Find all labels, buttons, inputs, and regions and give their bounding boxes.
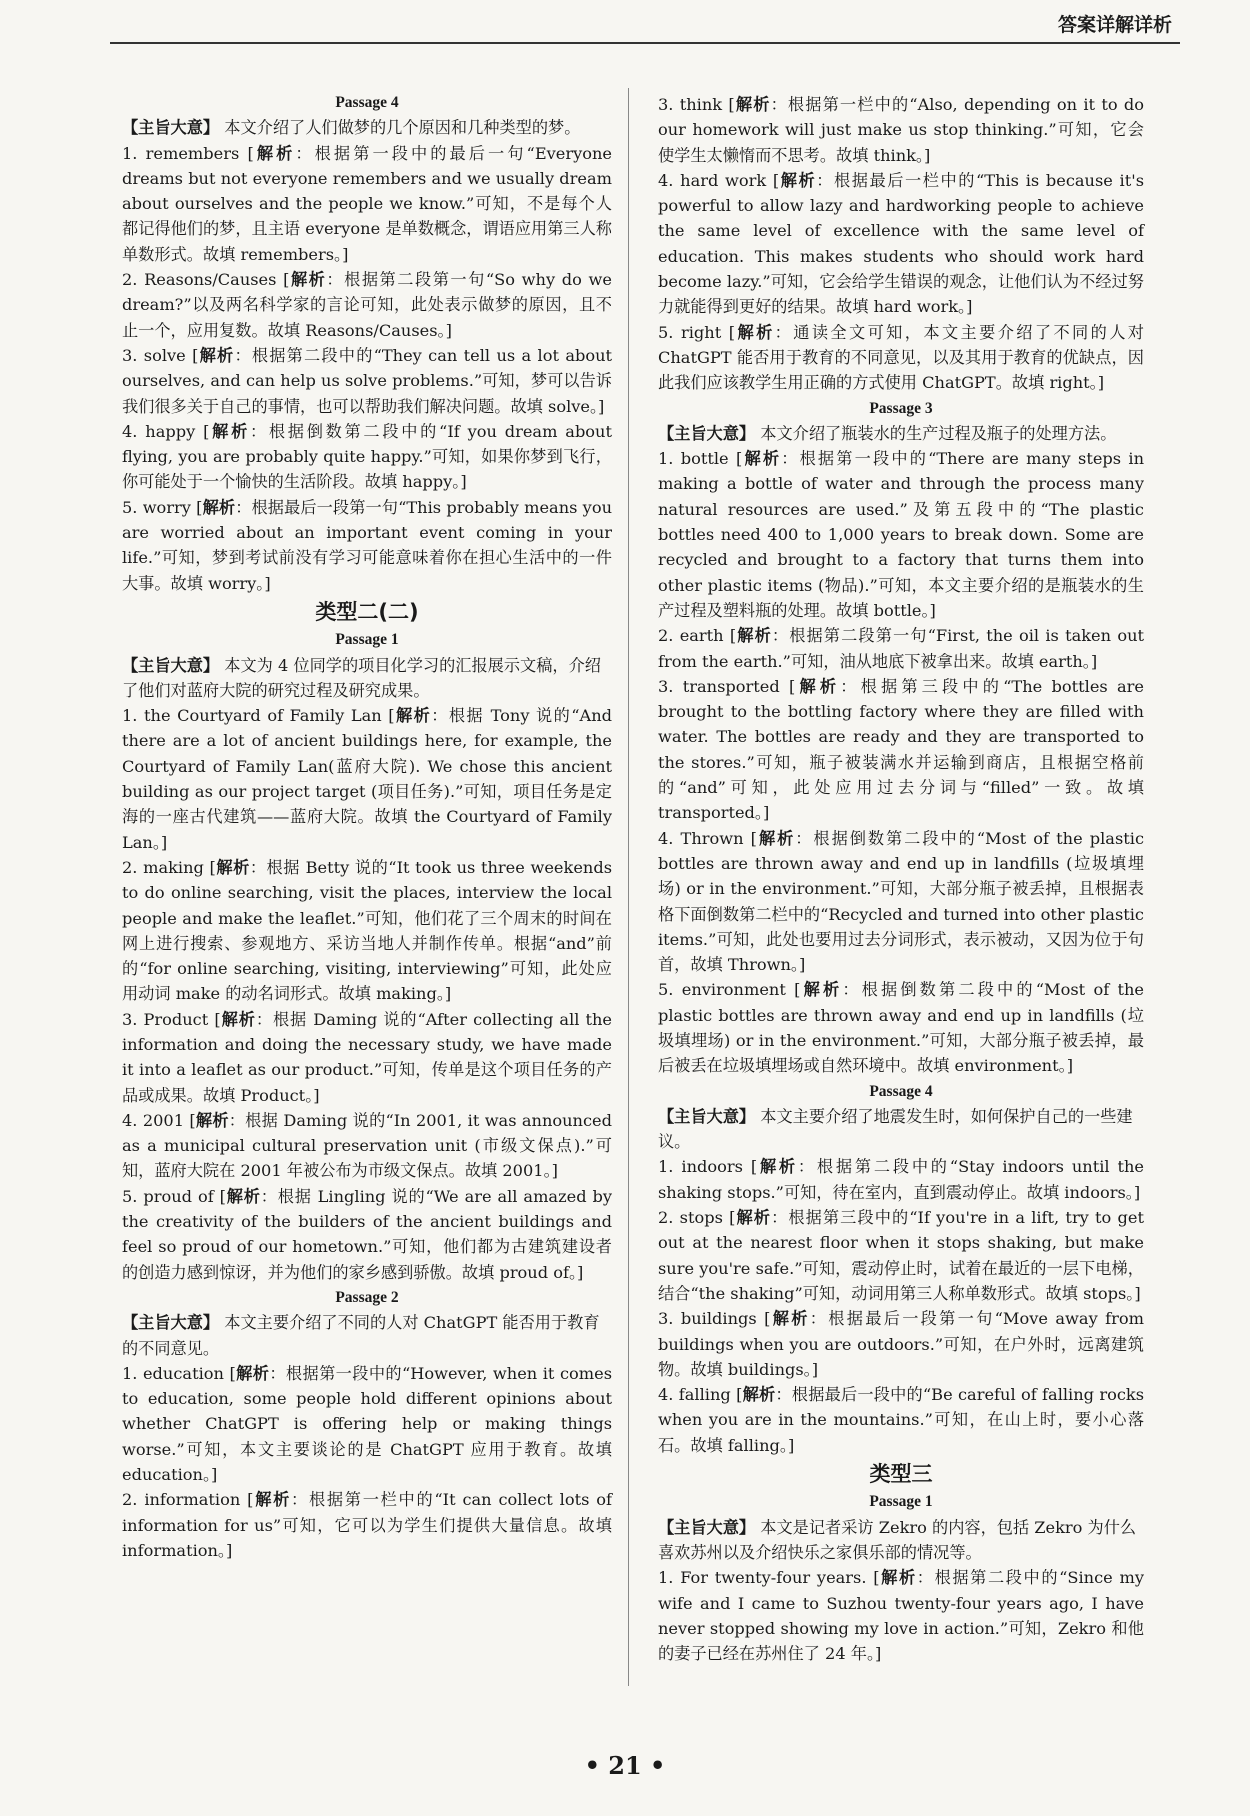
answer-label: 4. happy (122, 421, 196, 441)
analysis-label: 解析 (756, 828, 796, 848)
summary-tag: 【主旨大意】 (658, 1106, 756, 1126)
answer-label: 5. worry (122, 497, 191, 517)
analysis-label: 解析 (394, 706, 432, 726)
summary-paragraph (122, 1310, 612, 1361)
answer-item: 1. the Courtyard of Family Lan [解析：根据 Tony 说的“And there are a lot of ancient buildings here, for example, the Courtyard of Family Lan(蓝府大院). We chose this ancient building as our project target (项目任务).”可知，项目任务是定海的一座古代建筑——蓝府大院。故填 the Courtyard of Family Lan。] (122, 706, 613, 852)
answer-label: 2. information (122, 1490, 241, 1510)
analysis-text: ：根据倒数第二段中的“Most of the plastic bottles are thrown away and end up in landfills (垃圾填埋场) or in the environment.”可知，大部分瓶子被丢掉，最后被丢在垃圾填埋场或自然环境中。故填 environment。] (658, 980, 1144, 1076)
answer-label: 5. right (658, 322, 722, 342)
summary-tag: 【主旨大意】 (122, 655, 220, 675)
analysis-text: ：根据第三段中的“The bottles are brought to the bottling factory where they are filled with water. The bottles are ready and they are transported to the stores.”可知，瓶子被装满水并运输到商店，且根据空格前的“and”可知，此处应用过去分词与“filled”一致。故填 transported。] (658, 676, 1144, 823)
analysis-label: 解析 (220, 1009, 256, 1029)
analysis-label: 解析 (235, 1363, 270, 1383)
summary-text: 本文主要介绍了不同的人对 ChatGPT 能否用于教育的不同意见。 (122, 1313, 600, 1358)
column-divider (628, 88, 629, 1686)
passage-title: Passage 4 (869, 1082, 933, 1100)
analysis-label: 解析 (742, 1385, 776, 1405)
answer-item: 5. proud of [解析：根据 Lingling 说的“We are all amazed by the creativity of the builders of the ancient buildings and feel so proud of our hometown.”可知，他们都为古建筑建设者的创造力感到惊讶，并为他们的家乡感到骄傲。故填 proud of。] (122, 1186, 613, 1282)
analysis-label: 解析 (215, 857, 250, 877)
analysis-label: 解析 (198, 345, 235, 365)
passage-title: Passage 4 (335, 94, 399, 111)
answer-label: 1. bottle (658, 449, 729, 469)
summary-tag: 【主旨大意】 (658, 1517, 756, 1537)
answer-item: 3. think [解析：根据第一栏中的“Also, depending on it to do our homework will just make us stop thinking.”可知，它会使学生太懒惰而不思考。故填 think。] (658, 95, 1144, 165)
summary-text: 本文为 4 位同学的项目化学习的汇报展示文稿，介绍了他们对蓝府大院的研究过程及研究成果。 (122, 655, 601, 700)
summary-paragraph (122, 653, 612, 704)
summary-text: 本文介绍了人们做梦的几个原因和几种类型的梦。 (224, 118, 581, 138)
answer-label: 4. falling (658, 1385, 731, 1405)
answer-item: 4. Thrown [解析：根据倒数第二段中的“Most of the plastic bottles are thrown away and end up in landfills (垃圾填埋场) or in the environment.”可知，大部分瓶子被丢掉，且根据表格下面倒数第二栏中的“Recycled and turned into other plastic items.”可知，此处也要用过去分词形式，表示被动，又因为位于句首，故填 Thrown。] (658, 828, 1145, 975)
analysis-text: ：根据 Lingling 说的“We are all amazed by the creativity of the builders of the ancient buildings and feel so proud of our hometown.”可知，他们都为古建筑建设者的创造力感到惊讶，并为他们的家乡感到骄傲。故填 proud of。] (122, 1186, 613, 1282)
section-title: 类型二(二) (315, 599, 419, 624)
analysis-label: 解析 (770, 1309, 810, 1329)
answer-item: 4. 2001 [解析：根据 Daming 说的“In 2001, it was announced as a municipal cultural preservation unit (市级文保点).”可知，蓝府大院在 2001 年被公布为市级文保点。故填 2001。] (122, 1110, 612, 1181)
analysis-label: 解析 (742, 449, 782, 469)
summary-paragraph (658, 1515, 1144, 1566)
analysis-text: ：根据 Tony 说的“And there are a lot of ancient buildings here, for example, the Courtyard of Family Lan(蓝府大院). We chose this ancient building as our project target (项目任务).”可知，项目任务是定海的一座古代建筑——蓝府大院。故填 the Courtyard of Family Lan。] (122, 706, 613, 852)
analysis-text: ：根据倒数第二段中的“Most of the plastic bottles are thrown away and end up in landfills (垃圾填埋场) or in the environment.”可知，大部分瓶子被丢掉，且根据表格下面倒数第二栏中的“Recycled and turned into other plastic items.”可知，此处也要用过去分词形式，表示被动，又因为位于句首，故填 Thrown。] (658, 828, 1145, 975)
summary-tag: 【主旨大意】 (122, 1313, 220, 1333)
right-column (658, 92, 1144, 1666)
analysis-text: ：根据第二段第一句“First, the oil is taken out from the earth.”可知，油从地底下被拿出来。故填 earth。] (658, 626, 1144, 671)
analysis-label: 解析 (736, 626, 772, 646)
analysis-text: ：根据第一段中的最后一句“Everyone dreams but not everyone remembers and we usually dream about ourselves and the people we know.”可知，不是每个人都记得他们的梦，且主语 everyone 是单数概念，谓语应用第三人称单数形式。故填 remembers。] (122, 143, 612, 264)
analysis-text: ：根据最后一段中的“Be careful of falling rocks when you are in the mountains.”可知，在山上时，要小心落石。故填 falling。] (658, 1385, 1145, 1455)
analysis-label: 解析 (879, 1568, 917, 1588)
left-column (122, 90, 612, 1563)
summary-text: 本文是记者采访 Zekro 的内容，包括 Zekro 为什么喜欢苏州以及介绍快乐之家俱乐部的情况等。 (658, 1517, 1137, 1562)
summary-text: 本文介绍了瓶装水的生产过程及瓶子的处理方法。 (760, 423, 1117, 443)
answer-label: 3. transported (658, 676, 780, 696)
passage-title: Passage 2 (335, 1288, 399, 1306)
answer-item: 5. worry [解析：根据最后一段第一句“This probably means you are worried about an important event coming in your life.”可知，梦到考试前没有学习可能意味着你在担心生活中的一件大事。故填 worry。] (122, 497, 612, 593)
answer-item: 4. hard work [解析：根据最后一栏中的“This is because it's powerful to allow lazy and hardworking people to achieve the same level of excellence with the same level of education. This makes students who should work hard become lazy.”可知，它会给学生错误的观念，让他们认为不经过努力就能得到更好的结果。故填 hard work。] (658, 170, 1145, 317)
analysis-text: ：根据第一栏中的“It can collect lots of information for us”可知，它可以为学生们提供大量信息。故填 information。] (122, 1490, 613, 1560)
passage-title: Passage 1 (335, 631, 399, 649)
analysis-text: ：根据第二段中的“Stay indoors until the shaking stops.”可知，待在室内，直到震动停止。故填 indoors。] (658, 1157, 1145, 1202)
summary-tag: 【主旨大意】 (122, 118, 220, 138)
section-title: 类型三 (869, 1462, 933, 1487)
answer-label: 2. Reasons/Causes (122, 270, 277, 290)
analysis-label: 解析 (757, 1157, 798, 1177)
analysis-label: 解析 (209, 421, 250, 441)
answer-label: 1. indoors (658, 1157, 743, 1177)
answer-label: 3. buildings (658, 1309, 757, 1329)
answer-item: 1. indoors [解析：根据第二段中的“Stay indoors until the shaking stops.”可知，待在室内，直到震动停止。故填 indoors。] (658, 1157, 1145, 1202)
passage-title: Passage 3 (869, 399, 933, 417)
analysis-text: ：根据第一段中的“However, when it comes to education, some people hold different opinions about whether ChatGPT is offering help or making things worse.”可知，本文主要谈论的是 ChatGPT 应用于教育。故填 education。] (122, 1363, 613, 1485)
analysis-text: ：根据最后一栏中的“This is because it's powerful to allow lazy and hardworking people to achieve the same level of excellence with the same level of education. This makes students who should work hard become lazy.”可知，它会给学生错误的观念，让他们认为不经过努力就能得到更好的结果。故填 hard work。] (658, 170, 1145, 317)
answer-label: 2. earth (658, 626, 724, 646)
analysis-label: 解析 (195, 1110, 229, 1130)
answer-label: 1. the Courtyard of Family Lan (122, 706, 382, 726)
analysis-label: 解析 (225, 1186, 261, 1206)
summary-paragraph (658, 421, 1144, 446)
answer-item: 5. right [解析：通读全文可知，本文主要介绍了不同的人对 ChatGPT 能否用于教育的不同意见，以及其用于教育的优缺点，因此我们应该教学生用正确的方式使用 ChatGPT。故填 right。] (658, 322, 1144, 393)
answer-label: 1. For twenty-four years. (658, 1568, 867, 1588)
answer-item: 1. bottle [解析：根据第一段中的“There are many steps in making a bottle of water and through the process many natural resources are used.”及第五段中的“The plastic bottles need 400 to 1,000 years to break down. Some are recycled and brought to a factory that turns them into other plastic items (物品).”可知，本文主要介绍的是瓶装水的生产过程及塑料瓶的处理。故填 bottle。] (658, 449, 1145, 620)
analysis-text: ：根据第一栏中的“Also, depending on it to do our homework will just make us stop thinking.”可知，它会使学生太懒惰而不思考。故填 think。] (658, 95, 1144, 165)
analysis-label: 解析 (202, 497, 236, 517)
answer-label: 5. environment (658, 980, 786, 1000)
analysis-text: ：根据最后一段第一句“Move away from buildings when you are outdoors.”可知，在户外时，远离建筑物。故填 buildings。] (658, 1309, 1144, 1379)
answer-label: 1. remembers (122, 143, 240, 163)
page-header: 答案详解详析 (1057, 14, 1172, 36)
analysis-label: 解析 (735, 1208, 772, 1228)
answer-item: 2. making [解析：根据 Betty 说的“It took us three weekends to do online searching, visit the places, interview the local people and make the leaflet.”可知，他们花了三个周末的时间在网上进行搜索、参观地方、采访当地人并制作传单。根据“and”前的“for online searching, visiting, interviewing”可知，此处应用动词 make 的动名词形式。故填 making。] (122, 857, 612, 1004)
answer-item: 5. environment [解析：根据倒数第二段中的“Most of the plastic bottles are thrown away and end up in landfills (垃圾填埋场) or in the environment.”可知，大部分瓶子被丢掉，最后被丢在垃圾填埋场或自然环境中。故填 environment。] (658, 980, 1144, 1076)
answer-item: 2. stops [解析：根据第三段中的“If you're in a lift, try to get out at the nearest floor when it stops shaking, but make sure you're safe.”可知，震动停止时，试着在最近的一层下电梯，结合“the shaking”可知，动词用第三人称单数形式。故填 stops。] (658, 1208, 1144, 1303)
analysis-label: 解析 (800, 980, 843, 1000)
summary-paragraph (658, 1104, 1144, 1155)
answer-item: 1. For twenty-four years. [解析：根据第二段中的“Since my wife and I came to Suzhou twenty-four years ago, I have never stopped showing my love in action.”可知，Zekro 和他的妻子已经在苏州住了 24 年。] (658, 1568, 1145, 1664)
header-rule (110, 42, 1180, 44)
answer-label: 4. hard work (658, 170, 767, 190)
answer-item: 3. buildings [解析：根据最后一段第一句“Move away from buildings when you are outdoors.”可知，在户外时，远离建筑物。故填 buildings。] (658, 1309, 1144, 1379)
analysis-label: 解析 (734, 95, 771, 114)
answer-label: 3. Product (122, 1009, 209, 1029)
analysis-text: ：根据第一段中的“There are many steps in making a bottle of water and through the process many natural resources are used.”及第五段中的“The plastic bottles need 400 to 1,000 years to break down. Some are recycled and brought to a factory that turns them into other plastic items (物品).”可知，本文主要介绍的是瓶装水的生产过程及塑料瓶的处理。故填 bottle。] (658, 449, 1145, 620)
answer-item: 2. information [解析：根据第一栏中的“It can collect lots of information for us”可知，它可以为学生们提供大量信息。故填 information。] (122, 1490, 613, 1560)
answer-item: 3. transported [解析：根据第三段中的“The bottles are brought to the bottling factory where they are filled with water. The bottles are ready and they are transported to the stores.”可知，瓶子被装满水并运输到商店，且根据空格前的“and”可知，此处应用过去分词与“filled”一致。故填 transported。] (658, 676, 1144, 823)
analysis-text: ：根据第二段中的“Since my wife and I came to Suzhou twenty-four years ago, I have never stopped showing my love in action.”可知，Zekro 和他的妻子已经在苏州住了 24 年。] (658, 1568, 1145, 1664)
answer-item: 1. remembers [解析：根据第一段中的最后一句“Everyone dreams but not everyone remembers and we usually dream about ourselves and the people we know.”可知，不是每个人都记得他们的梦，且主语 everyone 是单数概念，谓语应用第三人称单数形式。故填 remembers。] (122, 143, 612, 264)
analysis-label: 解析 (779, 170, 817, 190)
analysis-label: 解析 (253, 1490, 292, 1510)
analysis-text: ：根据倒数第二段中的“If you dream about flying, you are probably quite happy.”可知，如果你梦到飞行，你可能处于一个愉快的生活阶段。故填 happy。] (122, 421, 612, 492)
analysis-text: ：根据最后一段第一句“This probably means you are worried about an important event coming in your life.”可知，梦到考试前没有学习可能意味着你在担心生活中的一件大事。故填 worry。] (122, 497, 612, 593)
answer-label: 2. stops (658, 1208, 723, 1228)
analysis-text: ：根据 Betty 说的“It took us three weekends to do online searching, visit the places, interview the local people and make the leaflet.”可知，他们花了三个周末的时间在网上进行搜索、参观地方、采访当地人并制作传单。根据“and”前的“for online searching, visiting, interviewing”可知，此处应用动词 make 的动名词形式。故填 making。] (122, 857, 612, 1004)
analysis-text: ：根据 Daming 说的“After collecting all the information and doing the necessary study, we have made it into a leaflet as our product.”可知，传单是这个项目任务的产品或成果。故填 Product。] (122, 1009, 613, 1105)
analysis-text: ：根据第二段第一句“So why do we dream?”以及两名科学家的言论可知，此处表示做梦的原因，且不止一个，应用复数。故填 Reasons/Causes。] (122, 270, 612, 340)
answer-label: 5. proud of (122, 1186, 214, 1206)
answer-label: 1. education (122, 1363, 224, 1383)
passage-title: Passage 1 (869, 1493, 933, 1511)
summary-tag: 【主旨大意】 (658, 423, 756, 443)
answer-item: 3. Product [解析：根据 Daming 说的“After collecting all the information and doing the necessary study, we have made it into a leaflet as our product.”可知，传单是这个项目任务的产品或成果。故填 Product。] (122, 1009, 613, 1105)
analysis-text: ：根据 Daming 说的“In 2001, it was announced as a municipal cultural preservation unit (市级文保点).”可知，蓝府大院在 2001 年被公布为市级文保点。故填 2001。] (122, 1110, 612, 1181)
answer-item: 2. Reasons/Causes [解析：根据第二段第一句“So why do we dream?”以及两名科学家的言论可知，此处表示做梦的原因，且不止一个，应用复数。故填 Reasons/Causes。] (122, 270, 612, 340)
answer-label: 4. Thrown (658, 828, 744, 848)
analysis-label: 解析 (735, 322, 775, 342)
answer-label: 3. solve (122, 345, 186, 365)
answer-label: 3. think (658, 95, 723, 114)
summary-paragraph (122, 115, 612, 140)
answer-item: 1. education [解析：根据第一段中的“However, when it comes to education, some people hold different opinions about whether ChatGPT is offering help or making things worse.”可知，本文主要谈论的是 ChatGPT 应用于教育。故填 education。] (122, 1363, 613, 1485)
page-number: • 21 • (584, 1751, 666, 1780)
analysis-text: ：根据第三段中的“If you're in a lift, try to get out at the nearest floor when it stops shaking, but make sure you're safe.”可知，震动停止时，试着在最近的一层下电梯，结合“the shaking”可知，动词用第三人称单数形式。故填 stops。] (658, 1208, 1144, 1303)
answer-item: 4. falling [解析：根据最后一段中的“Be careful of falling rocks when you are in the mountains.”可知，在山上时，要小心落石。故填 falling。] (658, 1385, 1145, 1455)
summary-text: 本文主要介绍了地震发生时，如何保护自己的一些建议。 (658, 1106, 1133, 1152)
answer-label: 2. making (122, 857, 204, 877)
analysis-label: 解析 (289, 270, 327, 290)
analysis-text: ：根据第二段中的“They can tell us a lot about ourselves, and can help us solve problems.”可知，梦可以告诉我们很多关于自己的事情，也可以帮助我们解决问题。故填 solve。] (122, 345, 613, 416)
answer-item: 4. happy [解析：根据倒数第二段中的“If you dream about flying, you are probably quite happy.”可知，如果你梦到飞行，你可能处于一个愉快的生活阶段。故填 happy。] (122, 421, 612, 492)
analysis-label: 解析 (253, 143, 296, 163)
analysis-text: ：通读全文可知，本文主要介绍了不同的人对 ChatGPT 能否用于教育的不同意见，以及其用于教育的优缺点，因此我们应该教学生用正确的方式使用 ChatGPT。故填 right。] (658, 322, 1144, 393)
analysis-label: 解析 (795, 676, 841, 696)
answer-item: 2. earth [解析：根据第二段第一句“First, the oil is taken out from the earth.”可知，油从地底下被拿出来。故填 earth。] (658, 626, 1144, 671)
answer-item: 3. solve [解析：根据第二段中的“They can tell us a lot about ourselves, and can help us solve problems.”可知，梦可以告诉我们很多关于自己的事情，也可以帮助我们解决问题。故填 solve。] (122, 345, 613, 416)
answer-label: 4. 2001 (122, 1110, 185, 1130)
